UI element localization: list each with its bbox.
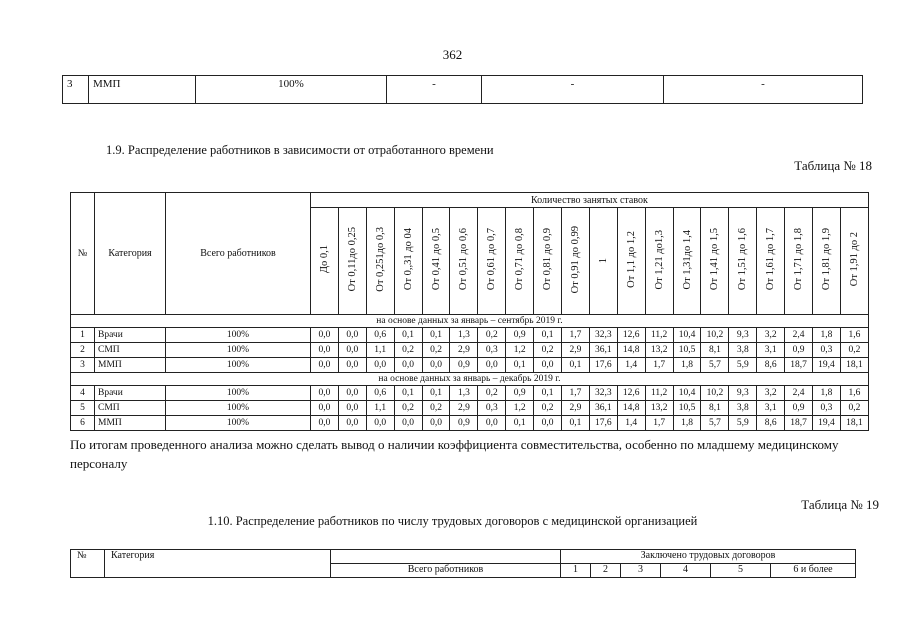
- value-cell: 0,2: [534, 343, 562, 358]
- value-cell: 36,1: [589, 343, 617, 358]
- value-cell: 0,6: [366, 386, 394, 401]
- column-header-label: От 1,41 до 1,5: [709, 228, 721, 291]
- column-header-label: От 1,51 до 1,6: [737, 228, 749, 291]
- value-cell: 0,0: [338, 328, 366, 343]
- value-cell: 19,4: [813, 416, 841, 431]
- value-cell: 0,0: [534, 416, 562, 431]
- value-cell: 10,5: [673, 401, 701, 416]
- column-header: 3: [621, 564, 661, 578]
- column-header-label: От 1,81 до 1,9: [820, 228, 832, 291]
- column-header: [840, 208, 868, 315]
- value-cell: 0,1: [506, 416, 534, 431]
- value-cell: 1,8: [813, 328, 841, 343]
- column-header: [701, 208, 729, 315]
- column-header: [673, 208, 701, 315]
- value-cell: 0,0: [338, 343, 366, 358]
- section-label: на основе данных за январь – декабрь 2019 г.: [71, 373, 869, 386]
- column-header: [813, 208, 841, 315]
- row-number: 6: [71, 416, 95, 431]
- value-cell: 1,7: [562, 386, 590, 401]
- value-cell: 13,2: [645, 343, 673, 358]
- value-cell: 2,4: [785, 328, 813, 343]
- value-cell: 1,4: [617, 416, 645, 431]
- value-cell: 1,7: [562, 328, 590, 343]
- value-cell: 0,1: [562, 416, 590, 431]
- value-cell: 0,1: [506, 358, 534, 373]
- total-cell: 100%: [196, 76, 387, 104]
- value-cell: 0,1: [422, 386, 450, 401]
- total-cell: 100%: [166, 328, 311, 343]
- value-cell: 1,4: [617, 358, 645, 373]
- table-row: [71, 343, 869, 358]
- column-header: [450, 208, 478, 315]
- value-cell: 10,2: [701, 328, 729, 343]
- value-cell: 5,9: [729, 358, 757, 373]
- value-cell: 0,9: [785, 401, 813, 416]
- column-header-label: От 0,,31 до 04: [402, 228, 414, 291]
- value-cell: 1,2: [506, 401, 534, 416]
- row-number: 3: [63, 76, 89, 104]
- value-cell: 2,4: [785, 386, 813, 401]
- column-header: [729, 208, 757, 315]
- value-cell: 18,7: [785, 416, 813, 431]
- column-header-label: От 0,41 до 0,5: [430, 228, 442, 291]
- value-cell: 0,0: [366, 358, 394, 373]
- row-number: 5: [71, 401, 95, 416]
- category-cell: СМП: [95, 401, 166, 416]
- table-caption: Таблица № 18: [794, 158, 872, 173]
- column-header-label: От 0,71 до 0,8: [514, 228, 526, 291]
- column-header: [645, 208, 673, 315]
- conclusion-paragraph: По итогам проведенного анализа можно сделать вывод о наличии коэффициента совместительства, особенно по младшему медицинскому персоналу: [70, 437, 839, 471]
- value-cell: 32,3: [589, 386, 617, 401]
- header-category: Категория: [95, 193, 166, 315]
- value-cell: 3,8: [729, 343, 757, 358]
- table-row: [63, 76, 863, 104]
- row-number: 1: [71, 328, 95, 343]
- value-cell: 8,1: [701, 343, 729, 358]
- value-cell: 10,4: [673, 328, 701, 343]
- column-header-label: От 0,81 до 0,9: [542, 228, 554, 291]
- table-19: [70, 549, 856, 578]
- column-header-label: От 0,51 до 0,6: [458, 228, 470, 291]
- value-cell: 0,1: [534, 386, 562, 401]
- value-cell: 0,0: [478, 358, 506, 373]
- table-header-row: [71, 550, 856, 564]
- column-header: [785, 208, 813, 315]
- table-row: [71, 358, 869, 373]
- value-cell: 12,6: [617, 328, 645, 343]
- total-cell: 100%: [166, 343, 311, 358]
- column-header: [478, 208, 506, 315]
- category-cell: СМП: [95, 343, 166, 358]
- value-cell: -: [482, 76, 664, 104]
- value-cell: 0,0: [394, 358, 422, 373]
- value-cell: 0,0: [338, 358, 366, 373]
- value-cell: 19,4: [813, 358, 841, 373]
- column-header-label: 1: [597, 258, 609, 264]
- column-header-label: От 0,91 до 0,99: [569, 225, 581, 294]
- column-header: [311, 208, 339, 315]
- value-cell: 0,3: [478, 343, 506, 358]
- column-header: [338, 208, 366, 315]
- value-cell: 5,7: [701, 358, 729, 373]
- section-label: на основе данных за январь – сентябрь 2019 г.: [71, 315, 869, 328]
- value-cell: 9,3: [729, 386, 757, 401]
- section-row: [71, 315, 869, 328]
- page-number: 362: [442, 47, 463, 62]
- value-cell: 18,7: [785, 358, 813, 373]
- column-header: 6 и более: [771, 564, 856, 578]
- value-cell: 0,2: [478, 328, 506, 343]
- value-cell: 8,1: [701, 401, 729, 416]
- value-cell: 18,1: [840, 358, 868, 373]
- value-cell: 0,2: [422, 343, 450, 358]
- value-cell: 0,3: [813, 401, 841, 416]
- column-header: 1: [561, 564, 591, 578]
- value-cell: 13,2: [645, 401, 673, 416]
- value-cell: 0,2: [478, 386, 506, 401]
- column-header-label: От 1,1 до 1,2: [625, 231, 637, 288]
- value-cell: 3,1: [757, 401, 785, 416]
- value-cell: 0,2: [840, 401, 868, 416]
- value-cell: 0,0: [534, 358, 562, 373]
- value-cell: 0,6: [366, 328, 394, 343]
- value-cell: 0,0: [422, 416, 450, 431]
- value-cell: 1,2: [506, 343, 534, 358]
- value-cell: 0,1: [394, 386, 422, 401]
- table-row: [71, 386, 869, 401]
- total-cell: 100%: [166, 386, 311, 401]
- value-cell: 2,9: [562, 401, 590, 416]
- value-cell: 1,6: [840, 328, 868, 343]
- value-cell: 5,7: [701, 416, 729, 431]
- row-number: 2: [71, 343, 95, 358]
- column-header-label: От 0,11до 0,25: [346, 227, 358, 292]
- column-header-label: От 1,31до 1,4: [681, 229, 693, 290]
- column-header: [366, 208, 394, 315]
- column-header-label: От 1,21 до1,3: [653, 229, 665, 290]
- category-cell: ММП: [95, 358, 166, 373]
- value-cell: 1,6: [840, 386, 868, 401]
- value-cell: 0,0: [394, 416, 422, 431]
- value-cell: 0,2: [534, 401, 562, 416]
- value-cell: 1,1: [366, 343, 394, 358]
- value-cell: 32,3: [589, 328, 617, 343]
- value-cell: 0,0: [311, 386, 339, 401]
- value-cell: 9,3: [729, 328, 757, 343]
- value-cell: 36,1: [589, 401, 617, 416]
- category-cell: ММП: [89, 76, 196, 104]
- value-cell: 1,3: [450, 328, 478, 343]
- column-header: 2: [591, 564, 621, 578]
- value-cell: 2,9: [450, 401, 478, 416]
- value-cell: 8,6: [757, 416, 785, 431]
- total-cell: 100%: [166, 401, 311, 416]
- section-heading: 1.10. Распределение работников по числу трудовых договоров с медицинской организацией: [207, 514, 698, 528]
- column-header: [422, 208, 450, 315]
- value-cell: 11,2: [645, 386, 673, 401]
- column-header: 5: [711, 564, 771, 578]
- value-cell: -: [387, 76, 482, 104]
- value-cell: 0,0: [422, 358, 450, 373]
- value-cell: 1,3: [450, 386, 478, 401]
- value-cell: 12,6: [617, 386, 645, 401]
- section-row: [71, 373, 869, 386]
- value-cell: 0,9: [450, 416, 478, 431]
- total-cell: 100%: [166, 358, 311, 373]
- category-cell: Врачи: [95, 328, 166, 343]
- value-cell: 14,8: [617, 401, 645, 416]
- value-cell: 0,9: [785, 343, 813, 358]
- value-cell: 3,1: [757, 343, 785, 358]
- top-table-fragment: [62, 75, 863, 104]
- column-header-label: От 1,71 до 1,8: [793, 228, 805, 291]
- category-cell: Врачи: [95, 386, 166, 401]
- column-header-label: От 1,91 до 2: [848, 232, 860, 287]
- header-group: Заключено трудовых договоров: [561, 550, 856, 564]
- value-cell: 0,0: [478, 416, 506, 431]
- row-number: 4: [71, 386, 95, 401]
- header-num: №: [71, 193, 95, 315]
- value-cell: 0,0: [311, 358, 339, 373]
- column-header: [757, 208, 785, 315]
- value-cell: 0,0: [311, 343, 339, 358]
- value-cell: 0,0: [338, 401, 366, 416]
- column-header: [617, 208, 645, 315]
- column-header-label: От 0,251до 0,3: [374, 227, 386, 292]
- column-header-label: От 0,61 до 0,7: [486, 228, 498, 291]
- value-cell: 0,1: [562, 358, 590, 373]
- value-cell: 1,8: [813, 386, 841, 401]
- value-cell: 1,1: [366, 401, 394, 416]
- value-cell: 10,2: [701, 386, 729, 401]
- total-cell: 100%: [166, 416, 311, 431]
- value-cell: 1,7: [645, 416, 673, 431]
- value-cell: 0,3: [478, 401, 506, 416]
- value-cell: 0,0: [311, 328, 339, 343]
- header-total: Всего работников: [331, 564, 561, 578]
- category-cell: ММП: [95, 416, 166, 431]
- value-cell: 0,2: [840, 343, 868, 358]
- column-header-label: От 1,61 до 1,7: [765, 228, 777, 291]
- value-cell: 14,8: [617, 343, 645, 358]
- value-cell: 11,2: [645, 328, 673, 343]
- header-spacer: [331, 550, 561, 564]
- table-row: [71, 328, 869, 343]
- value-cell: 0,1: [422, 328, 450, 343]
- value-cell: 17,6: [589, 416, 617, 431]
- table-row: [71, 401, 869, 416]
- column-header-label: До 0,1: [318, 245, 330, 274]
- section-heading: 1.9. Распределение работников в зависимости от отработанного времени: [106, 143, 494, 157]
- value-cell: 0,2: [394, 343, 422, 358]
- table-18: [70, 192, 869, 431]
- table-caption: Таблица № 19: [801, 497, 879, 512]
- value-cell: 1,8: [673, 358, 701, 373]
- value-cell: 1,8: [673, 416, 701, 431]
- value-cell: 0,3: [813, 343, 841, 358]
- value-cell: 10,4: [673, 386, 701, 401]
- table-row: [71, 416, 869, 431]
- value-cell: 1,7: [645, 358, 673, 373]
- value-cell: 10,5: [673, 343, 701, 358]
- header-group: Количество занятых ставок: [311, 193, 869, 208]
- value-cell: 0,0: [366, 416, 394, 431]
- row-number: 3: [71, 358, 95, 373]
- value-cell: 2,9: [450, 343, 478, 358]
- value-cell: 17,6: [589, 358, 617, 373]
- value-cell: -: [664, 76, 863, 104]
- value-cell: 0,2: [394, 401, 422, 416]
- value-cell: 0,0: [338, 386, 366, 401]
- column-header: 4: [661, 564, 711, 578]
- value-cell: 0,0: [311, 401, 339, 416]
- value-cell: 0,9: [506, 328, 534, 343]
- column-header: [534, 208, 562, 315]
- value-cell: 0,1: [534, 328, 562, 343]
- value-cell: 0,2: [422, 401, 450, 416]
- value-cell: 5,9: [729, 416, 757, 431]
- value-cell: 3,8: [729, 401, 757, 416]
- table-header-row: [71, 193, 869, 208]
- column-header: [562, 208, 590, 315]
- header-category: Категория: [105, 550, 331, 578]
- column-header: [394, 208, 422, 315]
- value-cell: 0,9: [450, 358, 478, 373]
- value-cell: 3,2: [757, 328, 785, 343]
- value-cell: 3,2: [757, 386, 785, 401]
- value-cell: 0,1: [394, 328, 422, 343]
- value-cell: 0,0: [338, 416, 366, 431]
- column-header: [506, 208, 534, 315]
- value-cell: 0,9: [506, 386, 534, 401]
- value-cell: 18,1: [840, 416, 868, 431]
- header-num: №: [71, 550, 105, 578]
- header-total: Всего работников: [166, 193, 311, 315]
- value-cell: 0,0: [311, 416, 339, 431]
- value-cell: 8,6: [757, 358, 785, 373]
- column-header: [589, 208, 617, 315]
- value-cell: 2,9: [562, 343, 590, 358]
